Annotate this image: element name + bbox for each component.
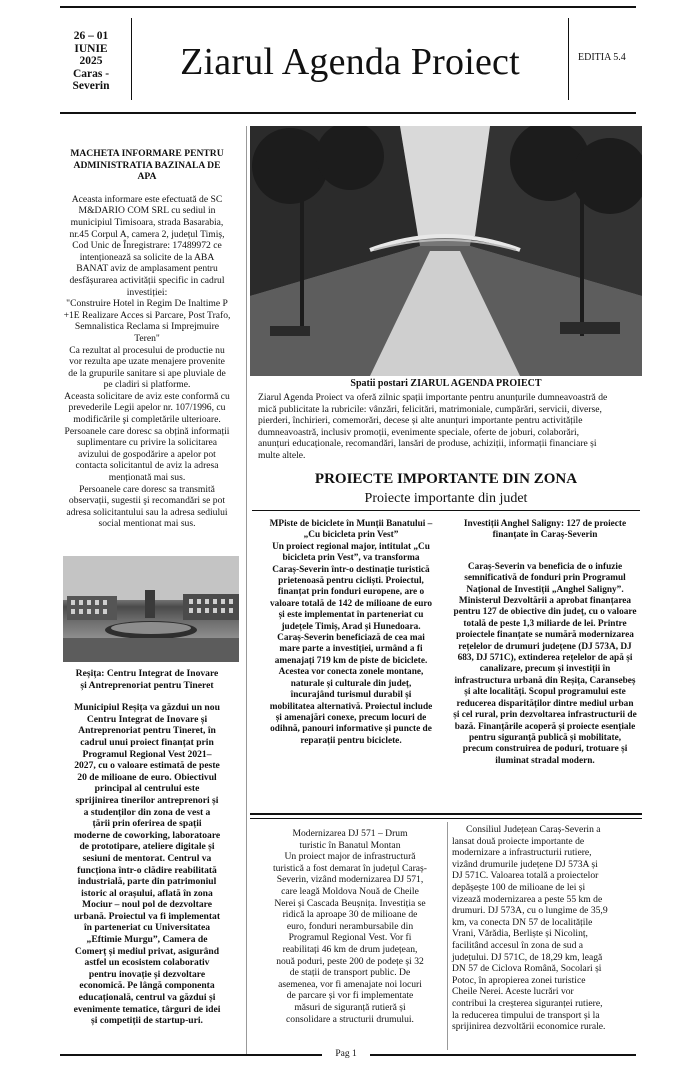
notice-line: modificările şi completările ulterioare. — [73, 414, 221, 426]
notice-line: Cod Unic de Înregistrare: 17489972 ce — [72, 240, 222, 252]
bike-line: finanțat prin fonduri europene, are o — [277, 587, 425, 598]
bike-line: și este implementat în parteneriat cu — [278, 610, 424, 621]
resita-line: Antreprenoriat pentru Tineret, în — [78, 725, 216, 737]
bike-line: valoare totală de 142 de milioane de euro — [269, 598, 433, 609]
date-line: Caras - — [72, 67, 110, 80]
footer-rule-right — [370, 1054, 636, 1056]
resita-line: educațională, centrul va găzdui și — [78, 992, 216, 1004]
resita-line: principal al centrului este — [94, 783, 200, 795]
bike-line: județele Timiș, Arad și Hunedoara. — [281, 621, 421, 632]
edition-label: EDITIA 5.4 — [578, 52, 626, 63]
saligny-line: pentru 127 de obiective din județ, cu o valoare — [453, 607, 637, 618]
bike-line: prietenoasă pentru cicliști. Proiectul, — [278, 576, 424, 587]
bike-line: reparații pentru biciclete. — [300, 735, 402, 746]
council-line: lansat două proiecte importante de — [452, 835, 585, 847]
saligny-title-line: finanțate în Caraș-Severin — [492, 530, 598, 541]
notice-line: pe cladiri si platforme. — [103, 379, 191, 391]
notice-line: Semnalistica Reclama si Imprejmuire — [74, 321, 220, 333]
notice-line: menționată mai sus. — [108, 472, 186, 484]
resita-article — [54, 668, 240, 1027]
bike-line: Un proiect regional major, intitulat „Cu — [272, 541, 430, 552]
saligny-title-line: Investiții Anghel Saligny: 127 de proiecte — [463, 519, 627, 529]
notice-line: social mentionat mai sus. — [98, 518, 196, 530]
notice-line: desfășurarea activității specific in cadrul — [69, 274, 225, 286]
notice-line: "Construire Hotel in Regim De Inaltime P — [66, 298, 228, 310]
dj571-line: de stații de transport public. De — [289, 967, 411, 979]
council-line: sprijinirea dezvoltării economice rurale. — [452, 1021, 606, 1033]
council-article — [452, 824, 640, 1033]
council-line: depășește 100 de milioane de lei și — [452, 881, 586, 893]
dj571-line: ridică la aproape 30 de milioane de — [282, 909, 418, 921]
resita-line: Municipiul Reșița va găzdui un nou — [74, 702, 220, 714]
bike-line: Acestea vor conecta zonele montane, — [278, 667, 424, 678]
left-column-divider — [246, 126, 247, 1056]
plaza-illustration — [63, 556, 239, 662]
dj571-line: turistică a fost demarat în județul Caraș- — [273, 862, 427, 874]
resita-line: sprijinirea tinerilor antreprenori și — [75, 794, 219, 806]
saligny-line: Național de Investiții „Anghel Saligny”. — [466, 584, 624, 595]
bike-article — [254, 519, 448, 747]
resita-line: Centru Integrat de Inovare și — [86, 713, 208, 725]
notice-line: BANAT aviz de amplasament pentru — [76, 263, 218, 275]
saligny-line: totală de peste 1,3 miliarde de lei. Printre — [463, 618, 627, 629]
saligny-line: Caraș-Severin va beneficia de o infuzie — [467, 561, 623, 572]
resita-line: „Eftimie Murgu”, Camera de — [86, 934, 208, 946]
saligny-line: rețelelor de drumuri județene (DJ 573A, DJ — [458, 641, 632, 652]
resita-line: economică. Pe lângă componenta — [79, 980, 215, 992]
dj571-line: măsuri de siguranță rutieră și — [294, 1001, 406, 1013]
promo-line: multe altele. — [258, 449, 306, 461]
dj571-line: consolidare a structurii drumului. — [286, 1013, 414, 1025]
council-line: vizând drumurile județene DJ 573A și — [452, 858, 598, 870]
date-line: 2025 — [79, 55, 103, 67]
edition-date — [60, 30, 122, 93]
resita-line: astfel un ecosistem colaborativ — [84, 957, 210, 969]
masthead-left-divider — [131, 18, 132, 100]
notice-line: Persoanele care doresc sa transmită — [79, 483, 215, 495]
resita-line: pentru inovație și dezvoltare — [88, 968, 206, 980]
saligny-line: Ministerul Dezvoltării a aprobat finanțarea — [458, 596, 632, 607]
saligny-line: bază. Finanțările acoperă și proiecte esențiale — [454, 721, 636, 732]
bottom-double-rule-bottom — [250, 818, 642, 819]
council-line: DJ 571C. Valoarea totală a proiectelor — [452, 870, 599, 882]
saligny-line: proiectele finanțate se numără modernizarea — [456, 630, 634, 641]
section-heading: PROIECTE IMPORTANTE DIN ZONA — [314, 471, 578, 487]
notice-title-line: ADMINISTRATIA BAZINALA DE — [73, 159, 221, 171]
council-line: Vrani, Vărădia, Berliște și Nicolinț, — [452, 928, 588, 940]
top-rule — [60, 6, 636, 8]
dj571-line: euro, fonduri nerambursabile din — [286, 920, 414, 932]
promo-line: dumneavoastră, inclusiv promoții, evenimente speciale, oferte de joburi, colaborări, — [258, 426, 580, 438]
notice-line: Teren" — [134, 332, 160, 344]
resita-line: Comerț și mediul privat, asigurând — [74, 945, 220, 957]
aba-notice — [54, 148, 240, 530]
footer-rule-left — [60, 1054, 322, 1056]
section-rule — [252, 510, 640, 511]
dj571-line: de parcare și vor fi implementate — [286, 990, 414, 1002]
resita-line: țării prin oferirea de spații — [92, 818, 202, 830]
bike-line: odihnă, panouri informative și puncte de — [270, 724, 432, 735]
resita-line: moderne de coworking, laboratoare — [73, 829, 221, 841]
saligny-line: și alte localități. Scopul programului este — [464, 687, 626, 698]
saligny-line: precum construirea de poduri, trotuare și — [462, 744, 628, 755]
masthead-bottom-rule — [60, 112, 636, 114]
notice-line: avizului de gospodărire a apelor pot — [78, 448, 216, 460]
notice-line: Aceasta solicitare de aviz este conformă cu — [64, 390, 230, 402]
bike-line: și amenajări conexe, precum locuri de — [275, 712, 427, 723]
resita-line: Mociur – noul pol de dezvoltare — [82, 899, 212, 911]
resita-line: 2027, cu o valoare estimată de peste — [74, 760, 220, 772]
resita-line: a studenților din zona de vest a — [83, 806, 211, 818]
promo-line: Ziarul Agenda Proiect va oferă zilnic spații importante pentru anunțurile dumneavoastră de — [258, 392, 608, 403]
notice-line: M&DARIO COM SRL cu sediul in — [78, 205, 216, 217]
bike-line: bicicleta prin Vest”, va transforma — [282, 553, 420, 564]
resita-line: sesiuni de mentorat. Centrul va — [82, 852, 212, 864]
council-line: drumuri. DJ 573A, cu o lungime de 35,9 — [452, 905, 608, 917]
notice-line: adresa solicitantului sau la adresa sediului — [66, 506, 228, 518]
council-line: Potoc, în apropierea zonei turistice — [452, 974, 586, 986]
newspaper-title: Ziarul Agenda Proiect — [180, 41, 520, 83]
section-subheading: Proiecte importante din judet — [364, 491, 528, 506]
saligny-line: 683, DJ 571C), extinderea rețelelor de apă și — [457, 653, 633, 664]
notice-line: intenționează sa solicite de la ABA — [79, 251, 215, 263]
notice-line: municipiul Timisoara, strada Basarabia, — [70, 216, 224, 228]
council-line: vizează modernizarea a peste 55 km de — [452, 893, 603, 905]
notice-line: vor rezulta ape uzate menajere provenite — [69, 356, 225, 368]
saligny-line: pentru siguranță publică și mobilitate, — [468, 732, 622, 743]
resita-line: și competiții de startup-uri. — [91, 1015, 203, 1027]
date-line: 26 – 01 — [73, 30, 109, 42]
bike-line: Caraș-Severin beneficiază de cea mai — [277, 633, 425, 644]
bike-line: Caraș-Severin într-o destinație turistică — [272, 564, 430, 575]
promo-line: anunțuri educaționale, recomandări, lansări de produse, achiziții, informații financiare și — [258, 438, 597, 450]
saligny-article — [448, 519, 642, 767]
canal-illustration — [250, 126, 642, 376]
canal-photo — [250, 126, 642, 376]
notice-line: suplimentare cu privire la solicitarea — [76, 437, 218, 449]
dj571-line: Programul Regional Vest. Vor fi — [288, 932, 412, 944]
resita-title-line: și Antreprenoriat pentru Tineret — [80, 679, 214, 691]
bike-title-line: MPiste de biciclete în Munții Banatului – — [269, 519, 433, 529]
date-line: IUNIE — [74, 42, 108, 55]
bottom-column-divider — [447, 822, 448, 1050]
dj571-line: turistic în Banatul Montan — [299, 839, 401, 851]
resita-line: Programul Regional Vest 2021– — [82, 748, 212, 760]
bike-line: naturale și culturale din județ, — [290, 678, 412, 689]
dj571-line: asemenea, vor fi amenajate noi locuri — [278, 978, 422, 990]
notice-line: contacta solicitantul de aviz la adresa — [75, 460, 219, 472]
notice-line: +1E Realizare Acces si Parcare, Post Trafo, — [63, 309, 231, 321]
council-line: județului. DJ 571C, de 18,29 km, leagă — [452, 951, 603, 963]
notice-line: de la grupurile sanitare si ape pluviale de — [68, 367, 226, 379]
notice-line: prevederile Legii apelor nr. 107/1996, cu — [68, 402, 226, 414]
bike-line: mobilitatea alternativă. Proiectul include — [269, 701, 433, 712]
dj571-line: Un proiect major de infrastructură — [284, 851, 416, 863]
notice-line: Persoanele care doresc sa obțină informații — [64, 425, 230, 437]
notice-line: observații, sugestii şi recomandări se pot — [68, 495, 226, 507]
photo-caption: Spatii postari ZIARUL AGENDA PROIECT — [350, 378, 542, 389]
notice-line: Ca rezultat al procesului de productie nu — [69, 344, 225, 356]
saligny-line: canalizare, precum și investiții în — [479, 664, 611, 675]
notice-line: nr.45 Corpul A, camera 2, județul Timiș, — [69, 228, 225, 240]
saligny-line: infrastructura urbană din Reșița, Caransebeș — [454, 675, 636, 686]
notice-title-line: MACHETA INFORMARE PENTRU — [70, 148, 224, 159]
resita-line: de prototipare, ateliere digitale și — [79, 841, 215, 853]
council-line: facilitând accesul în zona de sud a — [452, 939, 584, 951]
promo-line: pierderi, închirieri, comemorări, decese și alte anunțuri importante pentru activitățile — [258, 415, 583, 427]
resita-line: cadrul unui proiect finanțat prin — [80, 736, 214, 748]
saligny-line: iluminat stradal modern. — [495, 755, 595, 766]
council-line: modernizare a infrastructurii rutiere, — [452, 847, 592, 859]
bike-line: amenajați 719 km de piste de biciclete. — [274, 655, 428, 666]
promo-line: mică publicitate la rubricile: vânzări, felicitări, matrimoniale, cumpărări, servicii, diverse, — [258, 403, 602, 415]
promo-paragraph — [258, 392, 640, 462]
saligny-line: și cel rural, prin dezvoltarea infrastructurii de — [453, 710, 637, 721]
notice-line: investiției: — [126, 286, 168, 298]
council-line: Consiliul Județean Caraș-Severin a — [466, 824, 601, 835]
dj571-article — [256, 828, 444, 1025]
resita-line: urbană. Proiectul va fi implementat — [73, 910, 221, 922]
date-line: Severin — [72, 80, 110, 92]
resita-line: funcționa într-o clădire reabilitată — [77, 864, 217, 876]
bike-line: mare parte a investiției, urmând a fi — [279, 644, 423, 655]
dj571-line: nouă poduri, peste 200 de podețe și 32 — [276, 955, 424, 967]
council-line: km, va conecta DN 57 de localitățile — [452, 916, 593, 928]
dj571-line: Severin, vizând modernizarea DJ 571, — [276, 874, 424, 886]
dj571-line: care leagă Moldova Nouă de Cheile — [281, 885, 419, 897]
council-line: DN 57 de Ciclova Română, Socolari și — [452, 963, 602, 975]
council-line: Cheile Nerei. Aceste lucrări vor — [452, 986, 574, 998]
notice-title-line: APA — [137, 171, 157, 183]
dj571-line: Nerei și Cascada Beușnița. Investiția se — [274, 897, 426, 909]
resita-line: 20 de milioane de euro. Obiectivul — [77, 771, 217, 783]
council-line: contribui la creșterea siguranței rutiere, — [452, 997, 603, 1009]
page-number: Pag 1 — [335, 1049, 357, 1059]
resita-line: în parteneriat cu Universitatea — [83, 922, 211, 934]
saligny-line: reducerea disparităților dintre mediul urban — [456, 698, 634, 709]
bike-line: încurajând turismul durabil și — [290, 690, 412, 701]
dj571-line: Modernizarea DJ 571 – Drum — [292, 828, 408, 839]
saligny-line: semnificativă de fonduri prin Programul — [464, 573, 626, 584]
notice-line: Aceasta informare este efectuată de SC — [71, 193, 223, 205]
resita-line: industrială, parte din patrimoniul — [77, 876, 217, 888]
resita-title-line: Reșița: Centru Integrat de Inovare — [75, 668, 219, 679]
bottom-double-rule-top — [250, 813, 642, 815]
council-line: la reducerea timpului de transport și la — [452, 1009, 600, 1021]
masthead-right-divider — [568, 18, 569, 100]
bike-title-line: „Cu bicicleta prin Vest” — [303, 530, 399, 541]
resita-plaza-photo — [63, 556, 239, 662]
dj571-line: reabilitați 46 km de drum județean, — [282, 943, 418, 955]
resita-line: istoric al orașului, aflată în zona — [81, 887, 213, 899]
resita-line: evenimente tematice, târguri de idei — [73, 1003, 221, 1015]
